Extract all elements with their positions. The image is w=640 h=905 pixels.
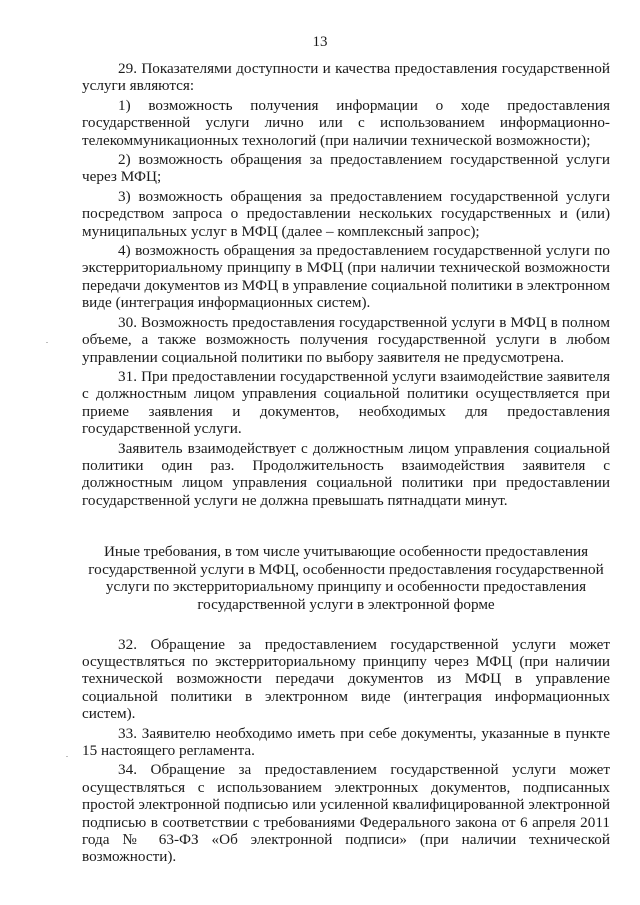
- paragraph-33: 33. Заявителю необходимо иметь при себе документы, указанные в пункте 15 настоящего регламента.: [82, 724, 610, 759]
- paragraph-31-continuation: Заявитель взаимодействует с должностным лицом управления социальной политики один раз. Продолжительность взаимодействия заявителя с должностным лицом управления социальной политики при предоставлении государственной услуги не должна превышать пятнадцати минут.: [82, 439, 610, 509]
- paragraph-34: 34. Обращение за предоставлением государственной услуги может осуществляться с использованием электронных документов, подписанных простой электронной подписью или усиленной квалифицированной электронной подписью в соответствии с требованиями Федерального закона от 6 апреля 2011 года № 63-ФЗ «Об электронной подписи» (при наличии технической возможности).: [82, 761, 610, 866]
- paragraph-31: 31. При предоставлении государственной услуги взаимодействие заявителя с должностным лицом управления социальной политики осуществляется при приеме заявления и документов, необходимых для предоставления государственной услуги.: [82, 367, 610, 438]
- page-number: 13: [312, 34, 328, 50]
- scan-speck: [66, 756, 68, 757]
- paragraph-30: 30. Возможность предоставления государственной услуги в МФЦ в полном объеме, а также возможность получения государственной услуги в любом управлении социальной политики по выбору заявителя не предусмотрена.: [82, 313, 610, 366]
- list-item-4: 4) возможность обращения за предоставлением государственной услуги по экстерриториальному принципу в МФЦ (при наличии технической возможности передачи документов из МФЦ в управление социальной политики в электронном виде (интеграция информационных систем).: [82, 242, 610, 312]
- list-item-3: 3) возможность обращения за предоставлением государственной услуги посредством запроса о предоставлении нескольких государственных и (или) муниципальных услуг в МФЦ (далее – комплексный запрос);: [82, 187, 610, 240]
- paragraph-32: 32. Обращение за предоставлением государственной услуги может осуществляться по экстерриториальному принципу через МФЦ (при наличии технической возможности передачи документов из МФЦ в управление социальной политики в электронном виде (интеграция информационных систем).: [82, 635, 610, 723]
- document-body: [82, 60, 610, 866]
- list-item-1: 1) возможность получения информации о ходе предоставления государственной услуги лично или с использованием информационно-телекоммуникационных технологий (при наличии технической возможности);: [82, 96, 610, 149]
- list-item-2: 2) возможность обращения за предоставлением государственной услуги через МФЦ;: [82, 151, 610, 186]
- paragraph-29: 29. Показателями доступности и качества предоставления государственной услуги являются:: [82, 60, 610, 95]
- section-heading: Иные требования, в том числе учитывающие особенности предоставления государственной услуги в МФЦ, особенности предоставления государственной услуги по экстерриториальному принципу и особенности предоставления государственной услуги в электронной форме: [88, 543, 604, 613]
- scan-speck: [46, 342, 48, 343]
